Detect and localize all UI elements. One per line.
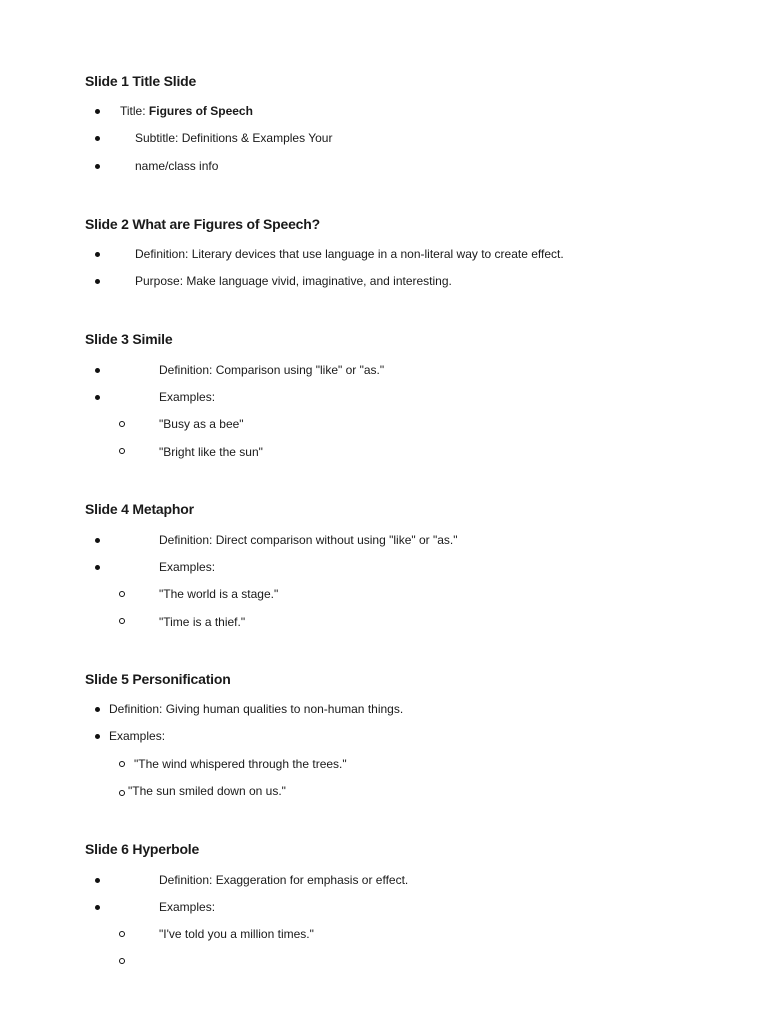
slide-1-name-line: name/class info [135,159,219,173]
slide-5-example-2: "The sun smiled down on us." [128,784,286,798]
bullet-icon [95,905,100,910]
title-value: Figures of Speech [148,104,253,118]
slide-6-definition: Definition: Exaggeration for emphasis or effect. [159,873,409,887]
bullet-icon [95,164,100,169]
sub-bullet-icon [119,618,125,624]
sub-bullet-icon [119,591,125,597]
sub-bullet-icon [119,931,125,937]
bullet-icon [95,252,100,257]
bullet-icon [95,878,100,883]
slide-4-heading: Slide 4 Metaphor [85,501,194,517]
slide-3-definition: Definition: Comparison using "like" or "as." [159,363,385,377]
slide-1-heading: Slide 1 Title Slide [85,73,197,89]
slide-4-example-1: "The world is a stage." [159,587,279,601]
slide-6-example-1: "I've told you a million times." [159,927,314,941]
bullet-icon [95,734,100,739]
slide-4-definition: Definition: Direct comparison without using "like" or "as." [159,533,458,547]
slide-1-title-line [120,104,253,118]
slide-6-examples-label: Examples: [159,900,216,914]
bullet-icon [95,395,100,400]
slide-5-definition: Definition: Giving human qualities to non-human things. [109,702,404,716]
slide-5-example-1: "The wind whispered through the trees." [134,757,347,771]
sub-bullet-icon [119,958,125,964]
slide-4-example-2: "Time is a thief." [159,615,246,629]
slide-5-examples-label: Examples: [109,729,166,743]
bullet-icon [95,136,100,141]
bullet-icon [95,279,100,284]
slide-3-example-1: "Busy as a bee" [159,417,244,431]
slide-5-heading: Slide 5 Personification [85,671,231,687]
bullet-icon [95,565,100,570]
sub-bullet-icon [119,790,125,796]
bullet-icon [95,368,100,373]
slide-1-subtitle: Subtitle: Definitions & Examples Your [135,131,333,145]
slide-6-heading: Slide 6 Hyperbole [85,841,200,857]
slide-2-definition: Definition: Literary devices that use language in a non-literal way to create effect. [135,247,564,261]
sub-bullet-icon [119,448,125,454]
title-prefix: Title: [120,104,149,118]
slide-3-heading: Slide 3 Simile [85,331,173,347]
bullet-icon [95,109,100,114]
bullet-icon [95,538,100,543]
slide-4-examples-label: Examples: [159,560,216,574]
slide-3-example-2: "Bright like the sun" [159,445,263,459]
bullet-icon [95,707,100,712]
slide-3-examples-label: Examples: [159,390,216,404]
sub-bullet-icon [119,761,125,767]
sub-bullet-icon [119,421,125,427]
slide-2-purpose: Purpose: Make language vivid, imaginative, and interesting. [135,274,452,288]
slide-2-heading: Slide 2 What are Figures of Speech? [85,216,320,232]
